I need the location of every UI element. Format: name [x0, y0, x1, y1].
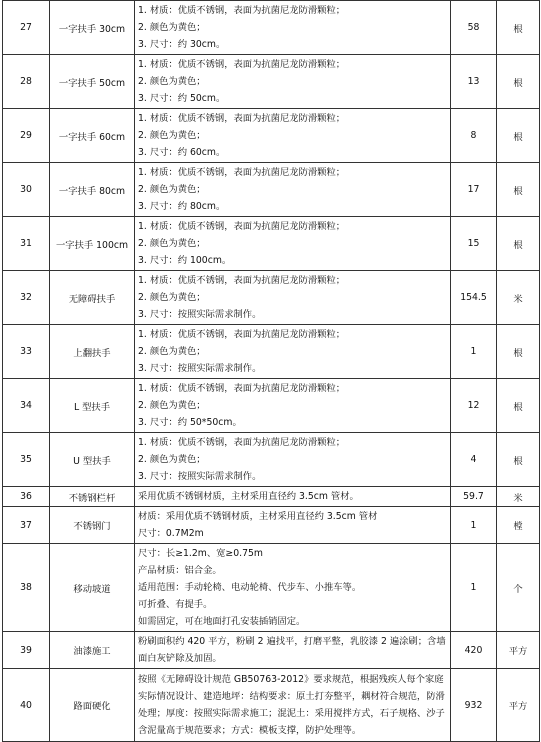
description-line: 1. 材质：优质不锈钢，表面为抗菌尼龙防滑颗粒； — [138, 437, 346, 448]
item-quantity: 4 — [451, 433, 497, 487]
item-unit: 根 — [497, 325, 540, 379]
item-description — [135, 163, 451, 217]
item-description — [135, 1, 451, 55]
item-quantity: 8 — [451, 109, 497, 163]
description-line: 产品材质：铝合金。 — [138, 565, 222, 576]
table-row — [3, 507, 540, 544]
item-quantity: 12 — [451, 379, 497, 433]
description-line: 3. 尺寸：约 100cm。 — [138, 255, 232, 266]
item-number: 30 — [3, 163, 50, 217]
item-description — [135, 271, 451, 325]
description-line: 1. 材质：优质不锈钢，表面为抗菌尼龙防滑颗粒； — [138, 221, 346, 232]
item-quantity: 1 — [451, 544, 497, 632]
description-line: 2. 颜色为黄色； — [138, 184, 206, 195]
item-name: 一字扶手 60cm — [50, 109, 135, 163]
item-name: 不锈钢门 — [50, 507, 135, 544]
description-line: 3. 尺寸：按照实际需求制作。 — [138, 471, 262, 482]
item-number: 32 — [3, 271, 50, 325]
item-number: 33 — [3, 325, 50, 379]
item-unit: 米 — [497, 271, 540, 325]
description-line: 3. 尺寸：约 60cm。 — [138, 147, 226, 158]
item-description — [135, 669, 451, 742]
description-line: 1. 材质：优质不锈钢，表面为抗菌尼龙防滑颗粒； — [138, 167, 346, 178]
table-row — [3, 487, 540, 507]
table-row — [3, 109, 540, 163]
item-description — [135, 632, 451, 669]
item-quantity: 17 — [451, 163, 497, 217]
item-description — [135, 325, 451, 379]
item-number: 37 — [3, 507, 50, 544]
table-row — [3, 669, 540, 742]
description-line: 按照《无障碍设计规范 GB50763-2012》要求规范，根据残疾人每个家庭实际情况设计、建造地坪：结构要求：原土打夯整平，耦材符合规范，防滑处理；厚度：按照实际需求施工；混泥土：采用搅拌方式，石子规格、沙子含泥量高于规范要求；方式：模板支撑，防护处理等。 — [138, 674, 445, 736]
item-number: 29 — [3, 109, 50, 163]
item-unit: 根 — [497, 433, 540, 487]
description-line: 适用范围：手动轮椅、电动轮椅、代步车、小推车等。 — [138, 582, 362, 593]
item-quantity: 15 — [451, 217, 497, 271]
item-description — [135, 487, 451, 507]
item-name: 一字扶手 80cm — [50, 163, 135, 217]
item-name: 无障碍扶手 — [50, 271, 135, 325]
description-line: 3. 尺寸：约 80cm。 — [138, 201, 226, 212]
item-unit: 根 — [497, 1, 540, 55]
description-line: 1. 材质：优质不锈钢，表面为抗菌尼龙防滑颗粒； — [138, 275, 346, 286]
table-row — [3, 271, 540, 325]
table-row — [3, 632, 540, 669]
table-row — [3, 379, 540, 433]
item-name: 不锈钢栏杆 — [50, 487, 135, 507]
item-unit: 米 — [497, 487, 540, 507]
description-line: 2. 颜色为黄色； — [138, 238, 206, 249]
item-number: 38 — [3, 544, 50, 632]
item-quantity: 13 — [451, 55, 497, 109]
item-name: 移动坡道 — [50, 544, 135, 632]
item-name: L 型扶手 — [50, 379, 135, 433]
description-line: 2. 颜色为黄色； — [138, 292, 206, 303]
description-line: 材质：采用优质不锈钢材质，主材采用直径约 3.5cm 管材 — [138, 511, 378, 522]
description-line: 1. 材质：优质不锈钢，表面为抗菌尼龙防滑颗粒； — [138, 5, 346, 16]
item-number: 35 — [3, 433, 50, 487]
item-quantity: 154.5 — [451, 271, 497, 325]
item-description — [135, 507, 451, 544]
description-line: 2. 颜色为黄色； — [138, 130, 206, 141]
item-name: 油漆施工 — [50, 632, 135, 669]
materials-table — [2, 0, 540, 742]
description-line: 如需固定，可在地面打孔安装插销固定。 — [138, 616, 306, 627]
description-line: 尺寸：长≥1.2m、宽≥0.75m — [138, 548, 263, 559]
item-unit: 根 — [497, 109, 540, 163]
description-line: 粉刷面积约 420 平方，粉刷 2 遍找平，打磨平整，乳胶漆 2 遍涂刷；含墙面白灰铲除及加固。 — [138, 636, 446, 664]
item-unit: 平方 — [497, 632, 540, 669]
item-unit: 根 — [497, 163, 540, 217]
description-line: 2. 颜色为黄色； — [138, 76, 206, 87]
item-number: 31 — [3, 217, 50, 271]
description-line: 3. 尺寸：按照实际需求制作。 — [138, 309, 262, 320]
item-number: 28 — [3, 55, 50, 109]
table-row — [3, 55, 540, 109]
item-name: U 型扶手 — [50, 433, 135, 487]
item-quantity: 932 — [451, 669, 497, 742]
description-line: 2. 颜色为黄色； — [138, 22, 206, 33]
item-unit: 樘 — [497, 507, 540, 544]
table-row — [3, 1, 540, 55]
table-row — [3, 217, 540, 271]
description-line: 尺寸：0.7M2m — [138, 528, 204, 539]
item-description — [135, 544, 451, 632]
item-name: 一字扶手 50cm — [50, 55, 135, 109]
item-number: 36 — [3, 487, 50, 507]
item-name: 上翻扶手 — [50, 325, 135, 379]
item-number: 27 — [3, 1, 50, 55]
item-unit: 根 — [497, 379, 540, 433]
item-quantity: 420 — [451, 632, 497, 669]
description-line: 2. 颜色为黄色； — [138, 454, 206, 465]
description-line: 3. 尺寸：约 50cm。 — [138, 93, 226, 104]
item-quantity: 59.7 — [451, 487, 497, 507]
item-quantity: 58 — [451, 1, 497, 55]
table-row — [3, 325, 540, 379]
item-quantity: 1 — [451, 507, 497, 544]
item-quantity: 1 — [451, 325, 497, 379]
table-row — [3, 544, 540, 632]
description-line: 采用优质不锈钢材质，主材采用直径约 3.5cm 管材。 — [138, 491, 359, 502]
description-line: 1. 材质：优质不锈钢，表面为抗菌尼龙防滑颗粒； — [138, 383, 346, 394]
description-line: 2. 颜色为黄色； — [138, 400, 206, 411]
item-description — [135, 217, 451, 271]
description-line: 2. 颜色为黄色； — [138, 346, 206, 357]
description-line: 1. 材质：优质不锈钢，表面为抗菌尼龙防滑颗粒； — [138, 59, 346, 70]
item-unit: 根 — [497, 217, 540, 271]
item-name: 一字扶手 100cm — [50, 217, 135, 271]
item-name: 路面硬化 — [50, 669, 135, 742]
item-description — [135, 379, 451, 433]
item-unit: 平方 — [497, 669, 540, 742]
description-line: 1. 材质：优质不锈钢，表面为抗菌尼龙防滑颗粒； — [138, 329, 346, 340]
item-description — [135, 55, 451, 109]
item-description — [135, 433, 451, 487]
item-unit: 个 — [497, 544, 540, 632]
description-line: 3. 尺寸：约 30cm。 — [138, 39, 226, 50]
table-row — [3, 433, 540, 487]
description-line: 3. 尺寸：约 50*50cm。 — [138, 417, 242, 428]
item-number: 40 — [3, 669, 50, 742]
description-line: 可折叠、有提手。 — [138, 599, 213, 610]
item-number: 39 — [3, 632, 50, 669]
description-line: 3. 尺寸：按照实际需求制作。 — [138, 363, 262, 374]
item-description — [135, 109, 451, 163]
item-name: 一字扶手 30cm — [50, 1, 135, 55]
item-unit: 根 — [497, 55, 540, 109]
table-row — [3, 163, 540, 217]
item-number: 34 — [3, 379, 50, 433]
table-body — [3, 1, 540, 742]
description-line: 1. 材质：优质不锈钢，表面为抗菌尼龙防滑颗粒； — [138, 113, 346, 124]
